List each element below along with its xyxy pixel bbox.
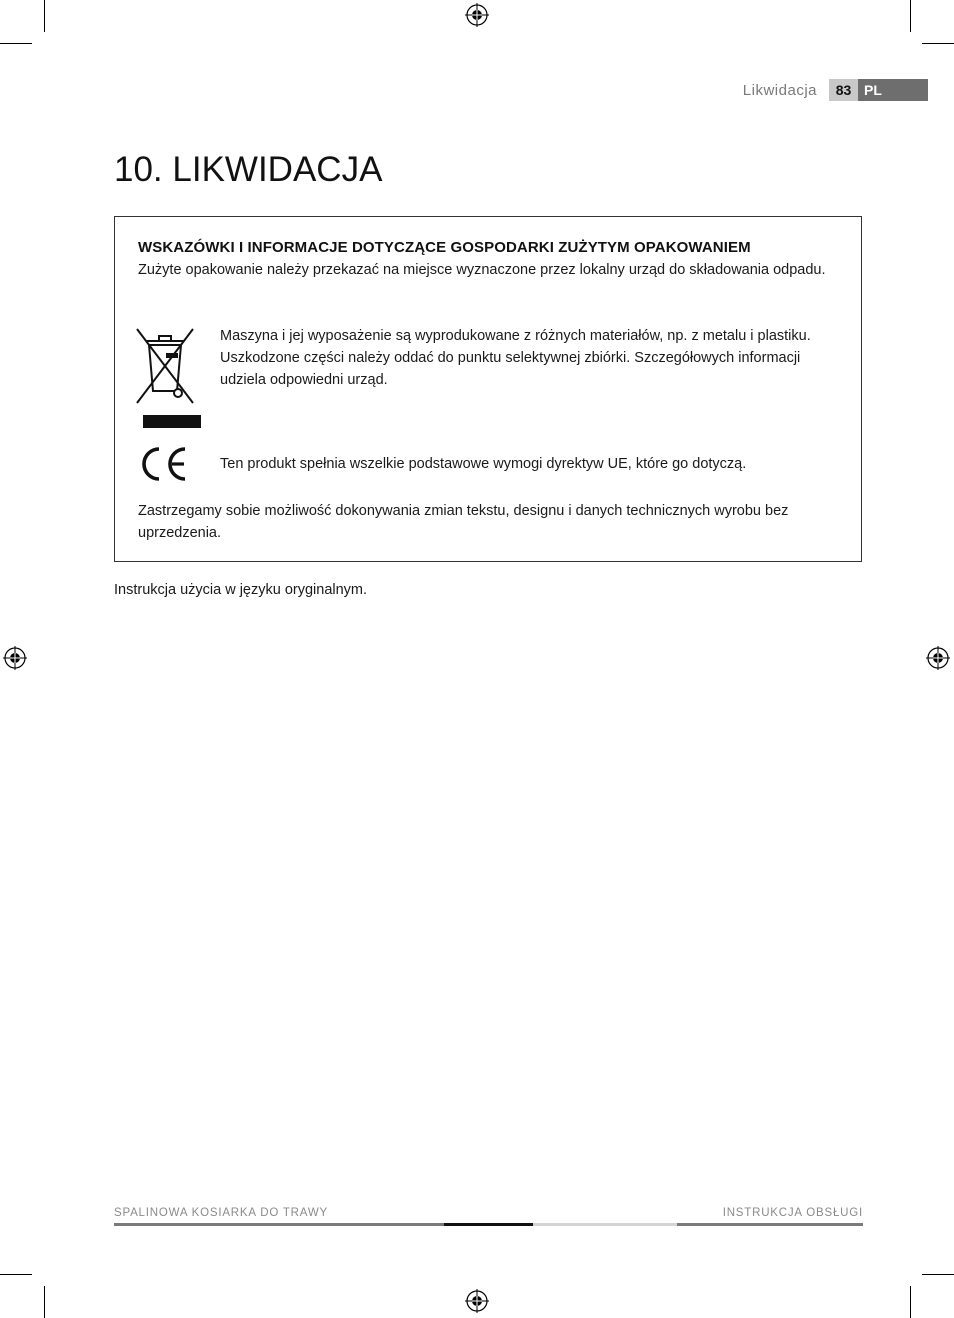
crop-mark bbox=[922, 43, 954, 44]
registration-mark-icon bbox=[926, 646, 950, 670]
disposal-notice-box bbox=[114, 216, 862, 562]
weee-disposal-text: Maszyna i jej wyposażenie są wyprodukowane z różnych materiałów, np. z metalu i plastiku. Uszkodzone części należy oddać do punktu selektywnej zbiórki. Szczegółowych informacji udziela odpowiedni urząd. bbox=[220, 328, 811, 388]
registration-mark-icon bbox=[465, 3, 489, 27]
crop-mark bbox=[0, 43, 32, 44]
footer-bar-segment bbox=[114, 1223, 444, 1226]
packaging-disposal-text: Zużyte opakowanie należy przekazać na miejsce wyznaczone przez lokalny urząd do składowania odpadu. bbox=[138, 262, 826, 278]
crop-mark bbox=[44, 1286, 45, 1318]
crop-mark bbox=[910, 0, 911, 32]
header-section-title: Likwidacja bbox=[742, 82, 817, 99]
registration-mark-icon bbox=[465, 1289, 489, 1313]
chapter-title: 10. LIKWIDACJA bbox=[114, 150, 383, 189]
reservation-text: Zastrzegamy sobie możliwość dokonywania zmian tekstu, designu i danych technicznych wyrobu bez uprzedzenia. bbox=[138, 503, 789, 541]
crop-mark bbox=[44, 0, 45, 32]
header-page-number: 83 bbox=[829, 79, 858, 101]
crop-mark bbox=[922, 1274, 954, 1275]
original-language-note: Instrukcja użycia w języku oryginalnym. bbox=[114, 582, 368, 598]
ce-conformity-text: Ten produkt spełnia wszelkie podstawowe wymogi dyrektyw UE, które go dotyczą. bbox=[220, 456, 747, 472]
footer-bar-segment bbox=[444, 1223, 533, 1226]
weee-black-bar bbox=[143, 415, 201, 428]
header-language: PL bbox=[858, 79, 928, 101]
ce-mark-icon bbox=[137, 444, 189, 484]
registration-mark-icon bbox=[3, 646, 27, 670]
notice-heading: WSKAZÓWKI I INFORMACJE DOTYCZĄCE GOSPODARKI ZUŻYTYM OPAKOWANIEM bbox=[138, 239, 751, 256]
crop-mark bbox=[0, 1274, 32, 1275]
footer-document-type: INSTRUKCJA OBSŁUGI bbox=[722, 1207, 863, 1219]
crossed-out-wheelie-bin-icon bbox=[135, 327, 195, 405]
footer-bar-segment bbox=[677, 1223, 863, 1226]
footer-bar-segment bbox=[533, 1223, 677, 1226]
crop-mark bbox=[910, 1286, 911, 1318]
footer-product-name: SPALINOWA KOSIARKA DO TRAWY bbox=[114, 1207, 328, 1219]
